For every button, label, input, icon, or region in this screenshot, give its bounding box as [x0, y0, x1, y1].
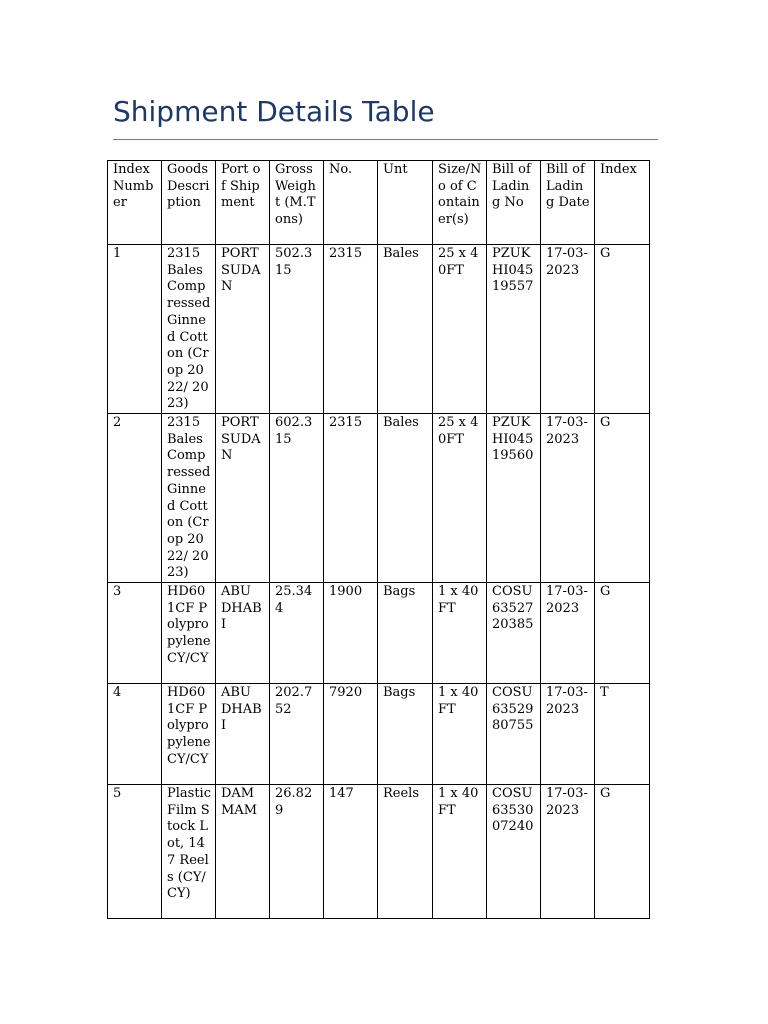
cell-gross-weight: 202.752 — [270, 684, 324, 785]
cell-index: T — [595, 684, 650, 785]
cell-unit: Bales — [378, 414, 433, 583]
cell-index-number: 1 — [108, 245, 162, 414]
cell-index: G — [595, 583, 650, 684]
header-index: Index — [595, 161, 650, 245]
cell-port-of-shipment: PORT SUDAN — [216, 414, 270, 583]
cell-goods-description: Plastic Film Stock Lot, 147 Reels (CY/CY) — [162, 785, 216, 919]
shipment-details-table — [107, 160, 650, 919]
cell-bill-of-lading-no: PZUKHI04519557 — [487, 245, 541, 414]
cell-index-number: 3 — [108, 583, 162, 684]
cell-container-size: 1 x 40FT — [433, 785, 487, 919]
cell-container-size: 1 x 40FT — [433, 583, 487, 684]
cell-goods-description: HD601CF Polypropylene CY/CY — [162, 583, 216, 684]
cell-index-number: 5 — [108, 785, 162, 919]
cell-port-of-shipment: DAMMAM — [216, 785, 270, 919]
cell-unit: Bales — [378, 245, 433, 414]
cell-port-of-shipment: ABU DHABI — [216, 583, 270, 684]
header-bill-of-lading-no: Bill of Lading No — [487, 161, 541, 245]
title-divider — [113, 139, 658, 140]
cell-index-number: 4 — [108, 684, 162, 785]
cell-no: 7920 — [324, 684, 378, 785]
cell-index-number: 2 — [108, 414, 162, 583]
cell-goods-description: HD601CF Polypropylene CY/CY — [162, 684, 216, 785]
cell-goods-description: 2315 Bales Compressed Ginned Cotton (Crop 2022/ 2023) — [162, 245, 216, 414]
cell-unit: Bags — [378, 684, 433, 785]
cell-gross-weight: 25.344 — [270, 583, 324, 684]
table-header-row — [108, 161, 650, 245]
header-unit: Unt — [378, 161, 433, 245]
cell-bill-of-lading-no: COSU6352720385 — [487, 583, 541, 684]
cell-index: G — [595, 245, 650, 414]
cell-bill-of-lading-no: PZUKHI04519560 — [487, 414, 541, 583]
cell-container-size: 25 x 40FT — [433, 414, 487, 583]
header-container-size: Size/No of Container(s) — [433, 161, 487, 245]
cell-no: 2315 — [324, 245, 378, 414]
cell-no: 1900 — [324, 583, 378, 684]
cell-unit: Bags — [378, 583, 433, 684]
header-gross-weight: Gross Weight (M.Tons) — [270, 161, 324, 245]
cell-bill-of-lading-date: 17-03-2023 — [541, 245, 595, 414]
cell-port-of-shipment: PORT SUDAN — [216, 245, 270, 414]
cell-port-of-shipment: ABU DHABI — [216, 684, 270, 785]
header-port-of-shipment: Port of Shipment — [216, 161, 270, 245]
cell-no: 147 — [324, 785, 378, 919]
header-index-number: Index Number — [108, 161, 162, 245]
table-row — [108, 245, 650, 414]
cell-bill-of-lading-date: 17-03-2023 — [541, 684, 595, 785]
cell-unit: Reels — [378, 785, 433, 919]
header-bill-of-lading-date: Bill of Lading Date — [541, 161, 595, 245]
cell-gross-weight: 26.829 — [270, 785, 324, 919]
cell-bill-of-lading-date: 17-03-2023 — [541, 583, 595, 684]
cell-no: 2315 — [324, 414, 378, 583]
cell-container-size: 25 x 40FT — [433, 245, 487, 414]
cell-bill-of-lading-date: 17-03-2023 — [541, 785, 595, 919]
cell-gross-weight: 602.315 — [270, 414, 324, 583]
cell-bill-of-lading-date: 17-03-2023 — [541, 414, 595, 583]
header-goods-description: Goods Description — [162, 161, 216, 245]
cell-index: G — [595, 414, 650, 583]
cell-goods-description: 2315 Bales Compressed Ginned Cotton (Crop 2022/ 2023) — [162, 414, 216, 583]
table-row — [108, 785, 650, 919]
table-row — [108, 414, 650, 583]
cell-bill-of-lading-no: COSU6352980755 — [487, 684, 541, 785]
header-no: No. — [324, 161, 378, 245]
cell-index: G — [595, 785, 650, 919]
cell-gross-weight: 502.315 — [270, 245, 324, 414]
cell-container-size: 1 x 40FT — [433, 684, 487, 785]
cell-bill-of-lading-no: COSU6353007240 — [487, 785, 541, 919]
page-title: Shipment Details Table — [113, 95, 435, 128]
table-row — [108, 583, 650, 684]
table-row — [108, 684, 650, 785]
